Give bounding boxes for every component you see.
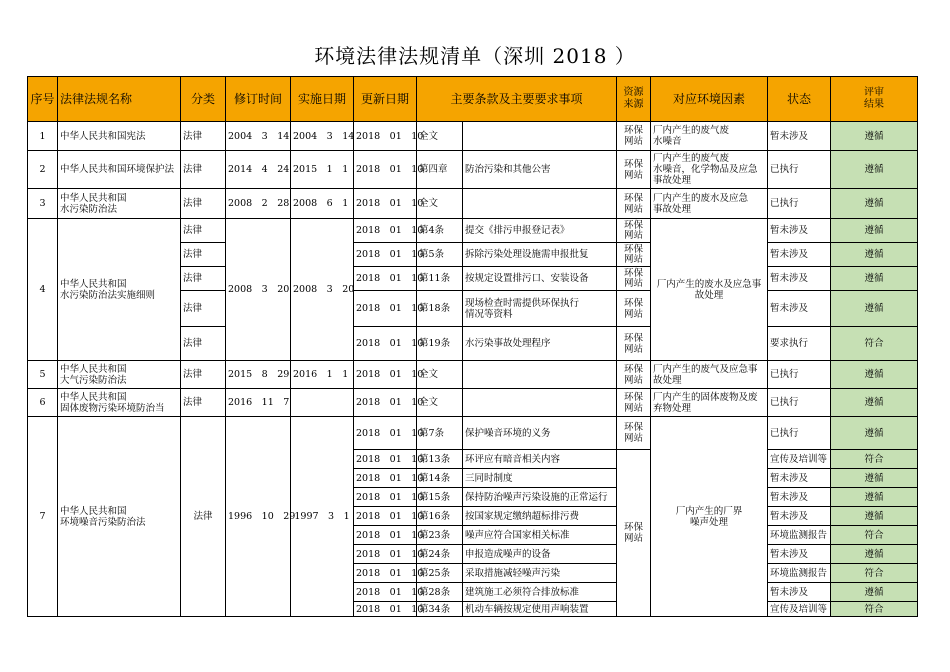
row-clause: 第19条 (417, 327, 463, 361)
table-row (28, 189, 918, 219)
row-clause: 全文 (417, 361, 463, 389)
row-update: 2018 01 10 (354, 469, 417, 488)
row-result: 遵循 (831, 417, 918, 450)
row-update: 2018 01 10 (354, 389, 417, 417)
row-clause: 全文 (417, 122, 463, 151)
row-result: 遵循 (831, 122, 918, 151)
row-revision: 2016 11 7 (226, 389, 291, 417)
header-row (28, 77, 918, 122)
page-title: 环境法律法规清单（深圳 2018 ） (314, 44, 636, 68)
header-env-factor: 对应环境因素 (651, 77, 768, 122)
row-requirement: 按规定设置排污口、安装设备 (463, 267, 617, 291)
row-law-name: 中华人民共和国 水污染防治法实施细则 (58, 219, 181, 361)
row-status: 暂未涉及 (768, 545, 831, 564)
row-status: 环境监测报告 (768, 526, 831, 545)
row-source: 环保 网站 (617, 291, 651, 327)
row-implement: 2015 1 1 (291, 151, 354, 189)
row-result: 遵循 (831, 189, 918, 219)
row-env-factor: 厂内产生的废气及应急事 故处理 (651, 361, 768, 389)
row-requirement: 水污染事故处理程序 (463, 327, 617, 361)
row-status: 暂未涉及 (768, 122, 831, 151)
row-update: 2018 01 10 (354, 488, 417, 507)
row-requirement: 噪声应符合国家相关标准 (463, 526, 617, 545)
row-category: 法律 (181, 151, 226, 189)
row-requirement: 环评应有暗音相关内容 (463, 450, 617, 469)
row-category: 法律 (181, 189, 226, 219)
row-source: 环保 网站 (617, 267, 651, 291)
row-clause: 全文 (417, 389, 463, 417)
row-result: 遵循 (831, 361, 918, 389)
row-result: 符合 (831, 602, 918, 617)
row-clause: 第16条 (417, 507, 463, 526)
row-requirement: 防治污染和其他公害 (463, 151, 617, 189)
row-update: 2018 01 10 (354, 327, 417, 361)
header-result: 评审 结果 (831, 77, 918, 122)
row-env-factor: 厂内产生的固体废物及废 弃物处理 (651, 389, 768, 417)
row-update: 2018 01 10 (354, 122, 417, 151)
row-update: 2018 01 10 (354, 291, 417, 327)
row-revision: 2015 8 29 (226, 361, 291, 389)
row-no: 6 (28, 389, 58, 417)
row-update: 2018 01 10 (354, 189, 417, 219)
row-env-factor: 厂内产生的废气废 水噪音 (651, 122, 768, 151)
row-requirement: 保护噪音环境的义务 (463, 417, 617, 450)
row-law-name: 中华人民共和国环境保护法 (58, 151, 181, 189)
row-update: 2018 01 10 (354, 219, 417, 243)
row-clause: 第7条 (417, 417, 463, 450)
row-status: 暂未涉及 (768, 219, 831, 243)
row-clause: 第4条 (417, 219, 463, 243)
row-category: 法律 (181, 243, 226, 267)
row-revision: 2014 4 24 (226, 151, 291, 189)
row-category: 法律 (181, 389, 226, 417)
row-category: 法律 (181, 267, 226, 291)
row-category: 法律 (181, 327, 226, 361)
table-row (28, 151, 918, 189)
row-clause: 全文 (417, 189, 463, 219)
row-law-name: 中华人民共和国宪法 (58, 122, 181, 151)
row-result: 遵循 (831, 389, 918, 417)
row-implement: 2016 1 1 (291, 361, 354, 389)
row-implement: 2004 3 14 (291, 122, 354, 151)
row-category: 法律 (181, 122, 226, 151)
row-result: 遵循 (831, 243, 918, 267)
row-clause: 第5条 (417, 243, 463, 267)
row-env-factor: 厂内产生的废水及应急 事故处理 (651, 189, 768, 219)
row-no: 5 (28, 361, 58, 389)
row-requirement: 三同时制度 (463, 469, 617, 488)
row-clause: 第28条 (417, 583, 463, 602)
row-result: 遵循 (831, 488, 918, 507)
row-source: 环保 网站 (617, 389, 651, 417)
row-result: 符合 (831, 564, 918, 583)
row-update: 2018 01 10 (354, 450, 417, 469)
row-clause: 第25条 (417, 564, 463, 583)
row-result: 遵循 (831, 507, 918, 526)
row-category: 法律 (181, 417, 226, 617)
row-category: 法律 (181, 361, 226, 389)
row-status: 已执行 (768, 151, 831, 189)
row-implement (291, 389, 354, 417)
row-result: 符合 (831, 327, 918, 361)
header-status: 状态 (768, 77, 831, 122)
row-update: 2018 01 10 (354, 417, 417, 450)
table-row (28, 417, 918, 450)
row-law-name: 中华人民共和国 大气污染防治法 (58, 361, 181, 389)
header-source: 资源 来源 (617, 77, 651, 122)
table-row (28, 219, 918, 243)
row-status: 暂未涉及 (768, 488, 831, 507)
row-result: 遵循 (831, 219, 918, 243)
row-law-name: 中华人民共和国 环境噪音污染防治法 (58, 417, 181, 617)
row-result: 遵循 (831, 583, 918, 602)
row-clause: 第34条 (417, 602, 463, 617)
header-revision-date: 修订时间 (226, 77, 291, 122)
row-no: 1 (28, 122, 58, 151)
row-result: 遵循 (831, 545, 918, 564)
row-result: 遵循 (831, 291, 918, 327)
row-source: 环保 网站 (617, 361, 651, 389)
row-env-factor: 厂内产生的废水及应急事 故处理 (651, 219, 768, 361)
row-status: 要求执行 (768, 327, 831, 361)
row-category: 法律 (181, 291, 226, 327)
row-source: 环保 网站 (617, 450, 651, 617)
row-requirement: 建筑施工必须符合排放标准 (463, 583, 617, 602)
row-clause: 第13条 (417, 450, 463, 469)
regulation-table (27, 76, 918, 617)
row-result: 符合 (831, 526, 918, 545)
row-update: 2018 01 10 (354, 267, 417, 291)
row-env-factor: 厂内产生的废气废 水噪音，化学物品及应急 事故处理 (651, 151, 768, 189)
row-clause: 第24条 (417, 545, 463, 564)
row-source: 环保 网站 (617, 151, 651, 189)
row-source: 环保 网站 (617, 417, 651, 450)
row-requirement: 采取措施减轻噪声污染 (463, 564, 617, 583)
header-requirements: 主要条款及主要要求事项 (417, 77, 617, 122)
row-result: 遵循 (831, 151, 918, 189)
row-revision: 2008 2 28 (226, 189, 291, 219)
row-result: 符合 (831, 450, 918, 469)
row-law-name: 中华人民共和国 固体废物污染环境防治当 (58, 389, 181, 417)
row-source: 环保 网站 (617, 243, 651, 267)
row-requirement (463, 389, 617, 417)
row-status: 宣传及培训等 (768, 602, 831, 617)
row-update: 2018 01 10 (354, 361, 417, 389)
row-status: 暂未涉及 (768, 243, 831, 267)
row-revision: 2004 3 14 (226, 122, 291, 151)
row-no: 7 (28, 417, 58, 617)
row-source: 环保 网站 (617, 122, 651, 151)
row-status: 暂未涉及 (768, 469, 831, 488)
row-no: 3 (28, 189, 58, 219)
row-clause: 第18条 (417, 291, 463, 327)
header-update-date: 更新日期 (354, 77, 417, 122)
row-update: 2018 01 10 (354, 507, 417, 526)
row-requirement (463, 361, 617, 389)
row-requirement: 提交《排污申报登记表》 (463, 219, 617, 243)
row-update: 2018 01 10 (354, 526, 417, 545)
header-no: 序号 (28, 77, 58, 122)
row-status: 已执行 (768, 389, 831, 417)
row-clause: 第11条 (417, 267, 463, 291)
table-row (28, 389, 918, 417)
row-status: 宣传及培训等 (768, 450, 831, 469)
row-law-name: 中华人民共和国 水污染防治法 (58, 189, 181, 219)
row-implement: 2008 3 20 (291, 219, 354, 361)
row-no: 2 (28, 151, 58, 189)
row-clause: 第四章 (417, 151, 463, 189)
row-category: 法律 (181, 219, 226, 243)
row-requirement: 机动车辆按规定使用声响装置 (463, 602, 617, 617)
row-update: 2018 01 10 (354, 602, 417, 617)
row-revision: 1996 10 29 (226, 417, 291, 617)
row-result: 遵循 (831, 267, 918, 291)
row-status: 已执行 (768, 417, 831, 450)
row-requirement (463, 189, 617, 219)
row-update: 2018 01 10 (354, 151, 417, 189)
table-row (28, 122, 918, 151)
row-implement: 1997 3 1 (291, 417, 354, 617)
row-requirement: 申报造成噪声的设备 (463, 545, 617, 564)
row-requirement: 拆除污染处理设施需申报批复 (463, 243, 617, 267)
header-name: 法律法规名称 (58, 77, 181, 122)
row-requirement: 现场检查时需提供环保执行 情况等资料 (463, 291, 617, 327)
row-result: 遵循 (831, 469, 918, 488)
table-row (28, 361, 918, 389)
row-status: 暂未涉及 (768, 583, 831, 602)
row-status: 暂未涉及 (768, 267, 831, 291)
row-clause: 第23条 (417, 526, 463, 545)
header-category: 分类 (181, 77, 226, 122)
row-status: 环境监测报告 (768, 564, 831, 583)
row-update: 2018 01 10 (354, 545, 417, 564)
row-source: 环保 网站 (617, 327, 651, 361)
row-update: 2018 01 10 (354, 243, 417, 267)
row-source: 环保 网站 (617, 219, 651, 243)
row-update: 2018 01 10 (354, 564, 417, 583)
row-status: 已执行 (768, 361, 831, 389)
row-requirement: 按国家规定缴纳超标排污费 (463, 507, 617, 526)
header-implement-date: 实施日期 (291, 77, 354, 122)
row-implement: 2008 6 1 (291, 189, 354, 219)
row-update: 2018 01 10 (354, 583, 417, 602)
row-requirement: 保持防治噪声污染设施的正常运行 (463, 488, 617, 507)
row-status: 已执行 (768, 189, 831, 219)
row-requirement (463, 122, 617, 151)
row-no: 4 (28, 219, 58, 361)
row-source: 环保 网站 (617, 189, 651, 219)
row-clause: 第14条 (417, 469, 463, 488)
row-clause: 第15条 (417, 488, 463, 507)
row-status: 暂未涉及 (768, 291, 831, 327)
row-env-factor: 厂内产生的厂界 噪声处理 (651, 417, 768, 617)
row-status: 暂未涉及 (768, 507, 831, 526)
row-revision: 2008 3 20 (226, 219, 291, 361)
